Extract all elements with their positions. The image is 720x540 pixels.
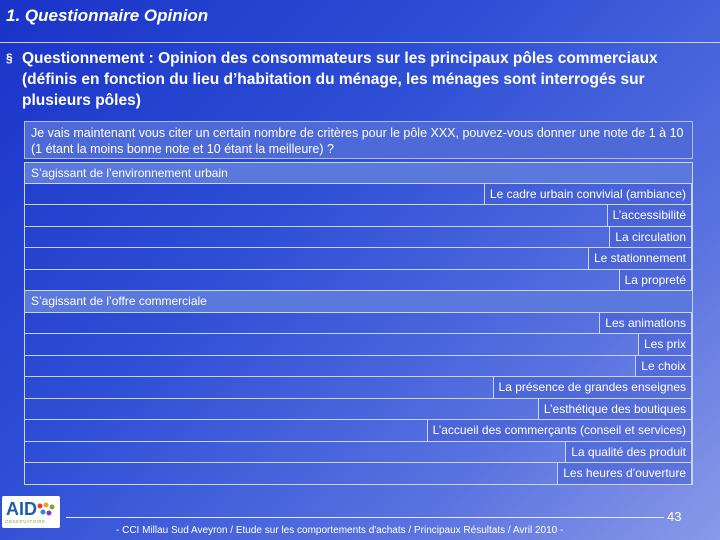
criterion-row bbox=[24, 377, 693, 399]
criterion-label: La présence de grandes enseignes bbox=[493, 377, 692, 398]
section-row-environment bbox=[24, 162, 693, 184]
page-title: 1. Questionnaire Opinion bbox=[6, 6, 209, 25]
criterion-label: L’accueil des commerçants (conseil et services) bbox=[427, 420, 692, 441]
criterion-row bbox=[24, 270, 693, 292]
criterion-row bbox=[24, 205, 693, 227]
criterion-row bbox=[24, 420, 693, 442]
criterion-label: Les animations bbox=[599, 313, 692, 334]
criterion-label: L’accessibilité bbox=[607, 205, 692, 226]
logo-subtext: OBSERVATOIRE bbox=[5, 519, 46, 524]
criterion-label: Les heures d’ouverture bbox=[557, 463, 692, 484]
bullet-text: Questionnement : Opinion des consommateurs sur les principaux pôles commerciaux (définis en fonction du lieu d’habitation du ménage, les ménages sont interrogés sur plusieurs pôles) bbox=[22, 50, 658, 109]
criterion-row bbox=[24, 356, 693, 378]
criterion-row bbox=[24, 334, 693, 356]
criterion-row bbox=[24, 463, 693, 485]
criterion-label: La propreté bbox=[619, 270, 692, 291]
page-number: 43 bbox=[667, 509, 682, 524]
title-divider bbox=[0, 42, 720, 43]
bullet-icon: § bbox=[6, 51, 13, 65]
logo-text: AID bbox=[6, 499, 37, 519]
criterion-row bbox=[24, 248, 693, 270]
aid-logo bbox=[2, 496, 60, 528]
question-box: Je vais maintenant vous citer un certain nombre de critères pour le pôle XXX, pouvez-vous donner une note de 1 à 10 (1 étant la moins bonne note et 10 étant la meilleure) ? bbox=[24, 121, 693, 159]
criterion-row bbox=[24, 184, 693, 206]
footer-citation: - CCI Millau Sud Aveyron / Etude sur les comportements d'achats / Principaux Résultats / Avril 2010 - bbox=[116, 525, 564, 536]
criterion-row bbox=[24, 399, 693, 421]
section-label: S’agissant de l’offre commerciale bbox=[31, 294, 207, 308]
criterion-label: Les prix bbox=[638, 334, 692, 355]
questioning-bullet bbox=[6, 48, 711, 111]
footer-divider bbox=[66, 517, 664, 518]
section-row-commercial-offer bbox=[24, 291, 693, 313]
section-label: S’agissant de l’environnement urbain bbox=[31, 166, 228, 180]
criterion-label: Le cadre urbain convivial (ambiance) bbox=[484, 184, 692, 205]
criterion-label: Le stationnement bbox=[588, 248, 692, 269]
criterion-row bbox=[24, 442, 693, 464]
criterion-label: Le choix bbox=[635, 356, 692, 377]
criterion-label: La circulation bbox=[609, 227, 692, 248]
criterion-label: L’esthétique des boutiques bbox=[538, 399, 692, 420]
criterion-row bbox=[24, 313, 693, 335]
criterion-label: La qualité des produit bbox=[565, 442, 692, 463]
criteria-table bbox=[24, 162, 693, 485]
logo-dots-icon bbox=[36, 502, 56, 518]
criterion-row bbox=[24, 227, 693, 249]
